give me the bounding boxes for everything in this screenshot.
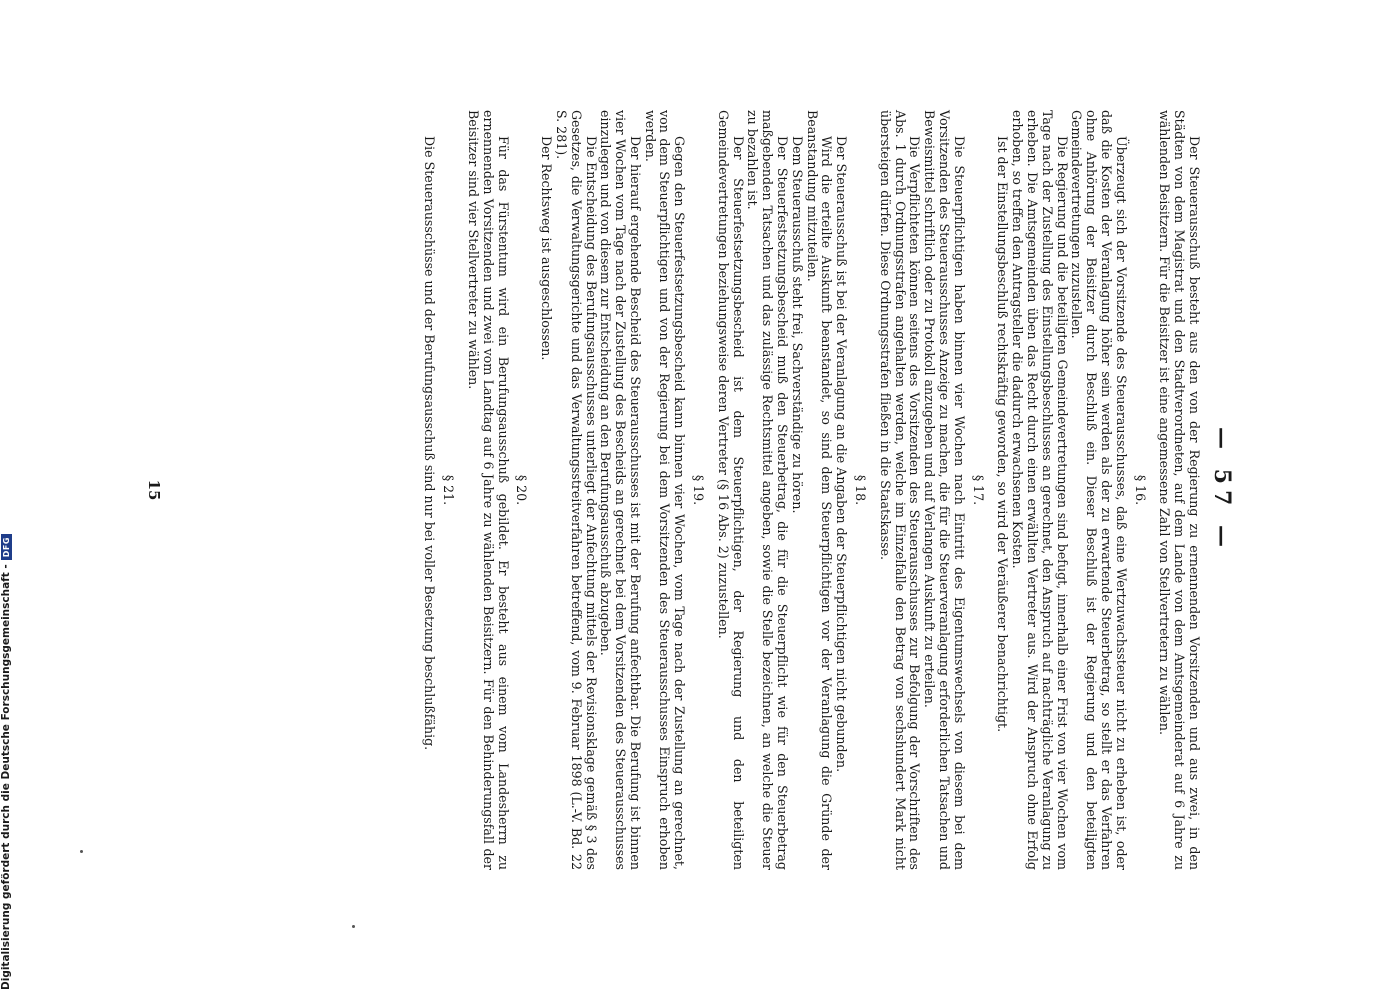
paragraph: Der hierauf ergehende Bescheid des Steuerausschusses ist mit der Berufung anfechtbar. Die Berufung ist binnen vier Wochen vom Tage nach der Zustellung des Bescheids an gerechnet bei dem Vorsitzenden des Steuerausschusses einzulegen und von diesem zur Entscheidung an den Berufungsausschuß abzugeben. [598, 110, 643, 870]
paragraph: Überzeugt sich der Vorsitzende des Steuerausschusses, daß eine Wertzuwachssteuer nicht zu erheben ist, oder daß die Kosten der Veranlagung höher sein werden als der zu erwartende Steuerbetrag, so stellt er das Verfahren ohne Anhörung der Beisitzer durch Beschluß ein. Dieser Beschluß ist der Regierung und den beteiligten Gemeindevertretungen zuzustellen. [1069, 110, 1129, 870]
paragraph: Für das Fürstentum wird ein Berufungsausschuß gebildet. Er besteht aus einem vom Landesherrn zu ernennenden Vorsitzenden und zwei vom Landtag auf 6 Jahre zu wählenden Beisitzern. Für den Behinderungsfall der Beisitzer sind vier Stellvertreter zu wählen. [465, 110, 511, 870]
page-body [422, 110, 1201, 870]
paragraph: Der Steuerfestsetzungsbescheid ist dem Steuerpflichtigen, der Regierung und den beteiligten Gemeindevertretungen beziehungsweise deren Vertreter (§ 16 Abs. 2) zuzustellen. [715, 110, 746, 870]
section-heading: § 17. [970, 474, 986, 506]
paragraph: Der Steuerfestsetzungsbescheid muß den Steuerbetrag, die für die Steuerpflicht wie für den Steuerbetrag maßgebenden Tatsachen und das zulässige Rechtsmittel angeben, sowie die Stelle bezeichnen, an welche die Steuer zu bezahlen ist. [745, 110, 791, 870]
paragraph: Ist der Einstellungsbeschluß rechtskräftig geworden, so wird der Veräußerer benachrichtigt. [995, 136, 1011, 733]
paragraph: Dem Steuerausschuß steht frei, Sachverständige zu hören. [789, 136, 805, 514]
page-number: — 57 — [1209, 427, 1235, 553]
section-heading: § 19. [691, 474, 707, 506]
footer-folio: 15 [145, 479, 163, 501]
paragraph: Der Rechtsweg ist ausgeschlossen. [539, 136, 555, 361]
paragraph: Die Verpflichteten können seitens des Vorsitzenden des Steuerausschusses zur Befolgung der Vorschriften des Abs. 1 durch Ordnungsstrafen angehalten werden, welche im Einzelfalle den Betrag von sechshundert Mark nicht übersteigen dürfen. Diese Ordnungsstrafen fließen in die Staatskasse. [877, 110, 923, 870]
section-heading: § 18. [853, 474, 869, 506]
dfg-logo: DFG [1, 534, 12, 560]
section-heading: § 21. [441, 474, 457, 506]
paragraph: Wird die erteilte Auskunft beanstandet, so sind dem Steuerpflichtigen vor der Veranlagung die Gründe der Beanstandung mitzuteilen. [804, 110, 835, 870]
paragraph: Die Steuerausschüsse und der Berufungsausschuß sind nur bei voller Besetzung beschlußfähig. [422, 136, 438, 751]
digitization-credit [0, 537, 12, 990]
scan-speck [80, 850, 83, 853]
paragraph: Der Steuerausschuß ist bei der Veranlagung an die Angaben der Steuerpflichtigen nicht gebunden. [834, 136, 850, 773]
paragraph: Die Entscheidung des Berufungsausschusses unterliegt der Anfechtung mittels der Revisionsklage gemäß § 3 des Gesetzes, die Verwaltungsgerichte und das Verwaltungsstreitverfahren betreffend, vom 9. Februar 1898 (L.-V. Bd. 22 S. 281). [553, 110, 599, 870]
document-page [145, 110, 1235, 870]
paragraph: Der Steuerausschuß besteht aus den von der Regierung zu ernennenden Vorsitzenden und aus zwei, in den Städten von dem Magistrat und den Stadtverordneten, auf dem Lande von dem Amtsgemeinderat auf 6 Jahre zu wählenden Beisitzern. Für die Beisitzer ist eine angemessene Zahl von Stellvertretern zu wählen. [1157, 110, 1202, 870]
paragraph: Die Steuerpflichtigen haben binnen vier Wochen nach Eintritt des Eigentumswechsels von diesem bei dem Vorsitzenden des Steuerausschusses Anzeige zu machen, die für die Steuerveranlagung erforderlichen Tatsachen und Beweismittel schriftlich oder zu Protokoll anzugeben und auf Verlangen Auskunft zu erteilen. [922, 110, 967, 870]
scan-speck [352, 925, 355, 928]
section-heading: § 16. [1132, 474, 1148, 506]
paragraph: Gegen den Steuerfestsetzungsbescheid kann binnen vier Wochen, vom Tage nach der Zustellung an gerechnet, von dem Steuerpflichtigen und von der Regierung bei dem Vorsitzenden des Steuerausschusses Einspruch erhoben werden. [642, 110, 688, 870]
section-heading: § 20. [514, 474, 530, 506]
paragraph: Die Regierung und die beteiligten Gemeindevertretungen sind befugt, innerhalb einer Frist von vier Wochen vom Tage nach der Zustellung des Einstellungsbeschlusses an gerechnet, den Anspruch auf nachträgliche Veranlagung zu erheben. Die Amtsgemeinden üben das Recht durch einen erwählten Vertreter aus. Wird der Anspruch ohne Erfolg erhoben, so treffen den Antragsteller die dadurch erwachsenen Kosten. [1010, 110, 1070, 870]
credit-text: Digitalisierung gefördert durch die Deutsche Forschungsgemeinschaft - [0, 564, 12, 990]
